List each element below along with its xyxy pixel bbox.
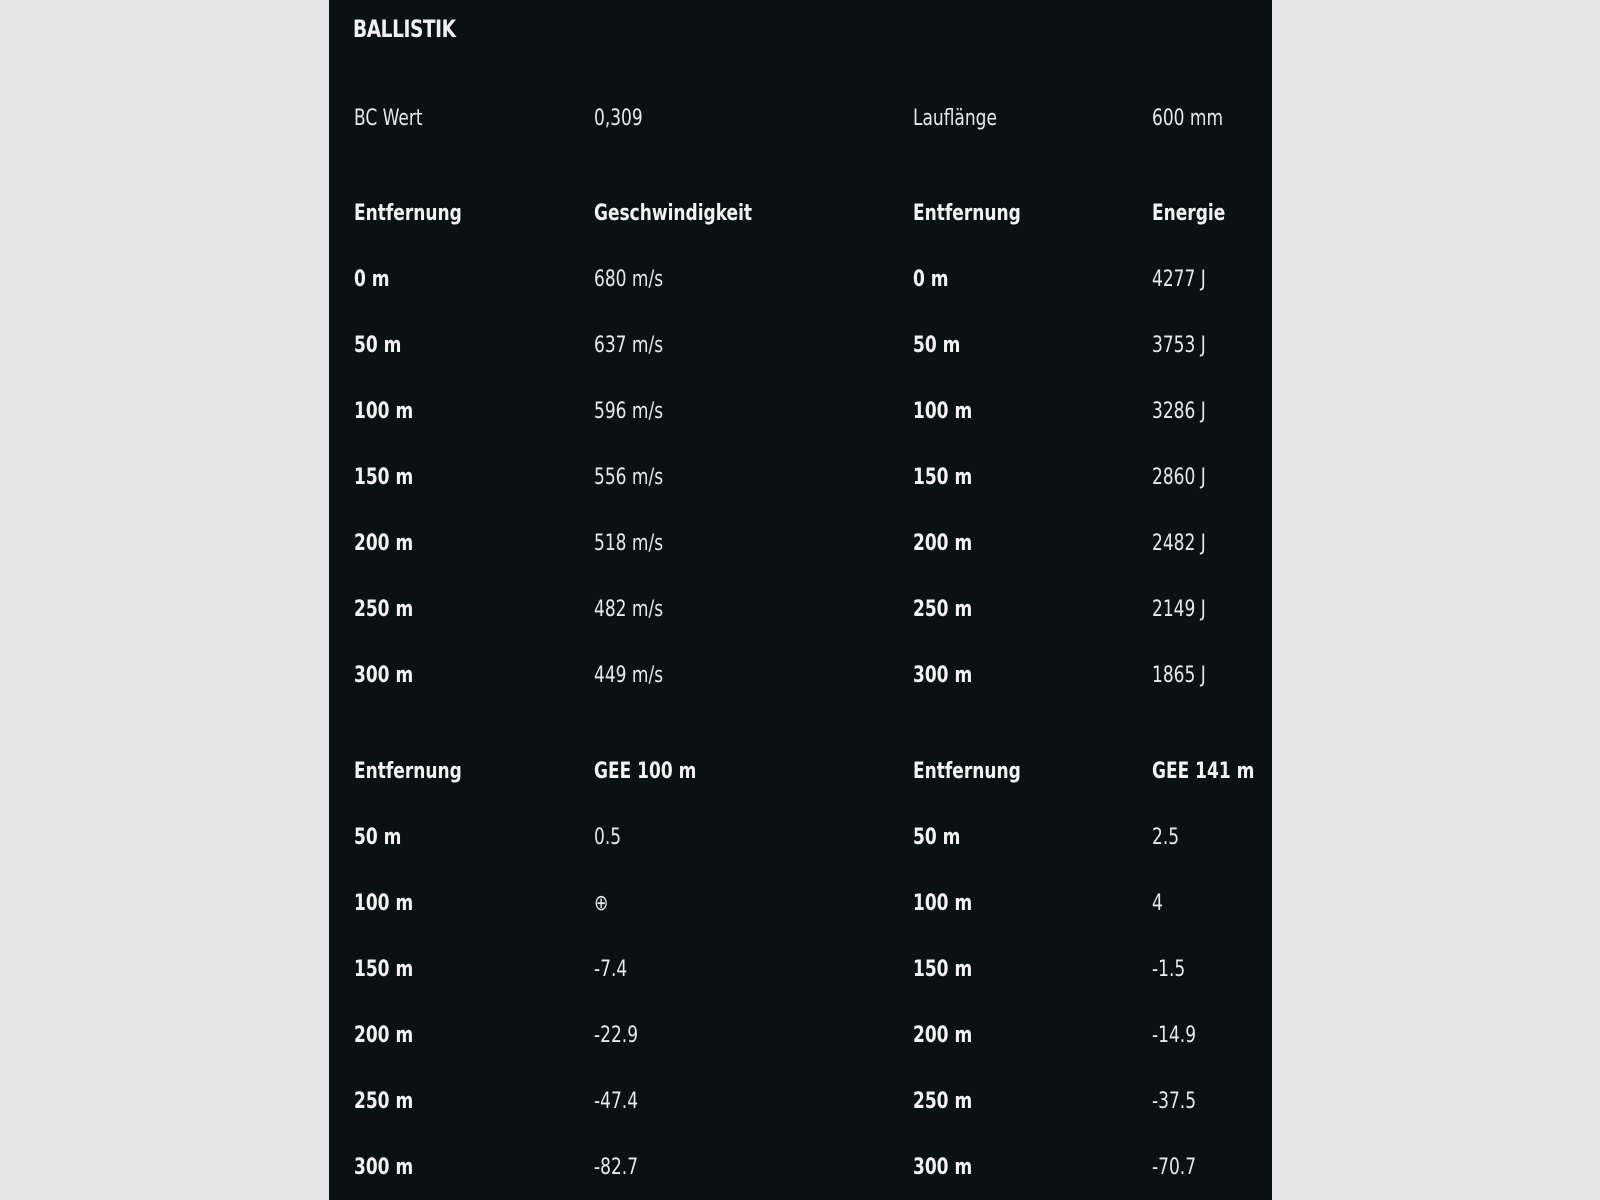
- distance-cell: 100 m: [913, 891, 973, 916]
- ballistics-panel: [329, 0, 1272, 1200]
- distance-cell: 250 m: [354, 597, 414, 622]
- gee-141-cell: -37.5: [1152, 1089, 1197, 1114]
- distance-cell: 150 m: [354, 957, 414, 982]
- table-row: [329, 818, 1272, 858]
- velocity-cell: 518 m/s: [594, 531, 664, 556]
- gee-100-cell: -7.4: [594, 957, 628, 982]
- column-header: Entfernung: [913, 201, 1021, 226]
- bc-label: BC Wert: [354, 106, 423, 131]
- table-row: [329, 1016, 1272, 1056]
- distance-cell: 100 m: [354, 399, 414, 424]
- table-row: [329, 884, 1272, 924]
- column-header: Entfernung: [913, 759, 1021, 784]
- distance-cell: 150 m: [913, 957, 973, 982]
- distance-cell: 250 m: [354, 1089, 414, 1114]
- crosshair-icon: ⊕: [594, 891, 609, 916]
- energy-cell: 2482 J: [1152, 531, 1206, 556]
- distance-cell: 300 m: [913, 1155, 973, 1180]
- gee-141-cell: 4: [1152, 891, 1163, 916]
- distance-cell: 50 m: [354, 333, 402, 358]
- gee-100-cell: -82.7: [594, 1155, 639, 1180]
- distance-cell: 250 m: [913, 597, 973, 622]
- table-header-row: [329, 752, 1272, 792]
- distance-cell: 200 m: [913, 1023, 973, 1048]
- energy-cell: 2149 J: [1152, 597, 1206, 622]
- energy-cell: 1865 J: [1152, 663, 1206, 688]
- table-row: [329, 326, 1272, 366]
- table-row: [329, 590, 1272, 630]
- distance-cell: 150 m: [913, 465, 973, 490]
- gee-141-cell: -14.9: [1152, 1023, 1197, 1048]
- velocity-cell: 449 m/s: [594, 663, 664, 688]
- table-row: [329, 392, 1272, 432]
- barrel-length-value: 600 mm: [1152, 106, 1224, 131]
- table-row: [329, 524, 1272, 564]
- distance-cell: 200 m: [354, 1023, 414, 1048]
- column-header: Geschwindigkeit: [594, 201, 753, 226]
- distance-cell: 300 m: [354, 1155, 414, 1180]
- column-header: Energie: [1152, 201, 1226, 226]
- distance-cell: 50 m: [354, 825, 402, 850]
- energy-cell: 2860 J: [1152, 465, 1206, 490]
- distance-cell: 0 m: [354, 267, 390, 292]
- distance-cell: 150 m: [354, 465, 414, 490]
- table-row: [329, 1082, 1272, 1122]
- distance-cell: 0 m: [913, 267, 949, 292]
- velocity-cell: 680 m/s: [594, 267, 664, 292]
- velocity-cell: 482 m/s: [594, 597, 664, 622]
- meta-row: [329, 99, 1272, 139]
- distance-cell: 200 m: [354, 531, 414, 556]
- energy-cell: 4277 J: [1152, 267, 1206, 292]
- distance-cell: 100 m: [354, 891, 414, 916]
- velocity-cell: 596 m/s: [594, 399, 664, 424]
- table-row: [329, 458, 1272, 498]
- column-header: GEE 141 m: [1152, 759, 1255, 784]
- energy-cell: 3753 J: [1152, 333, 1206, 358]
- gee-100-cell: 0.5: [594, 825, 622, 850]
- distance-cell: 300 m: [354, 663, 414, 688]
- distance-cell: 50 m: [913, 333, 961, 358]
- column-header: Entfernung: [354, 759, 462, 784]
- velocity-cell: 556 m/s: [594, 465, 664, 490]
- column-header: GEE 100 m: [594, 759, 697, 784]
- distance-cell: 250 m: [913, 1089, 973, 1114]
- barrel-length-label: Lauflänge: [913, 106, 997, 131]
- gee-141-cell: 2.5: [1152, 825, 1180, 850]
- distance-cell: 50 m: [913, 825, 961, 850]
- bc-value: 0,309: [594, 106, 643, 131]
- gee-141-cell: -1.5: [1152, 957, 1186, 982]
- gee-100-cell: -47.4: [594, 1089, 639, 1114]
- velocity-cell: 637 m/s: [594, 333, 664, 358]
- section-title: BALLISTIK: [353, 15, 456, 43]
- table-header-row: [329, 194, 1272, 234]
- distance-cell: 300 m: [913, 663, 973, 688]
- table-row: [329, 1148, 1272, 1188]
- energy-cell: 3286 J: [1152, 399, 1206, 424]
- gee-141-cell: -70.7: [1152, 1155, 1197, 1180]
- gee-100-cell: -22.9: [594, 1023, 639, 1048]
- distance-cell: 200 m: [913, 531, 973, 556]
- table-row: [329, 260, 1272, 300]
- table-row: [329, 656, 1272, 696]
- distance-cell: 100 m: [913, 399, 973, 424]
- table-row: [329, 950, 1272, 990]
- column-header: Entfernung: [354, 201, 462, 226]
